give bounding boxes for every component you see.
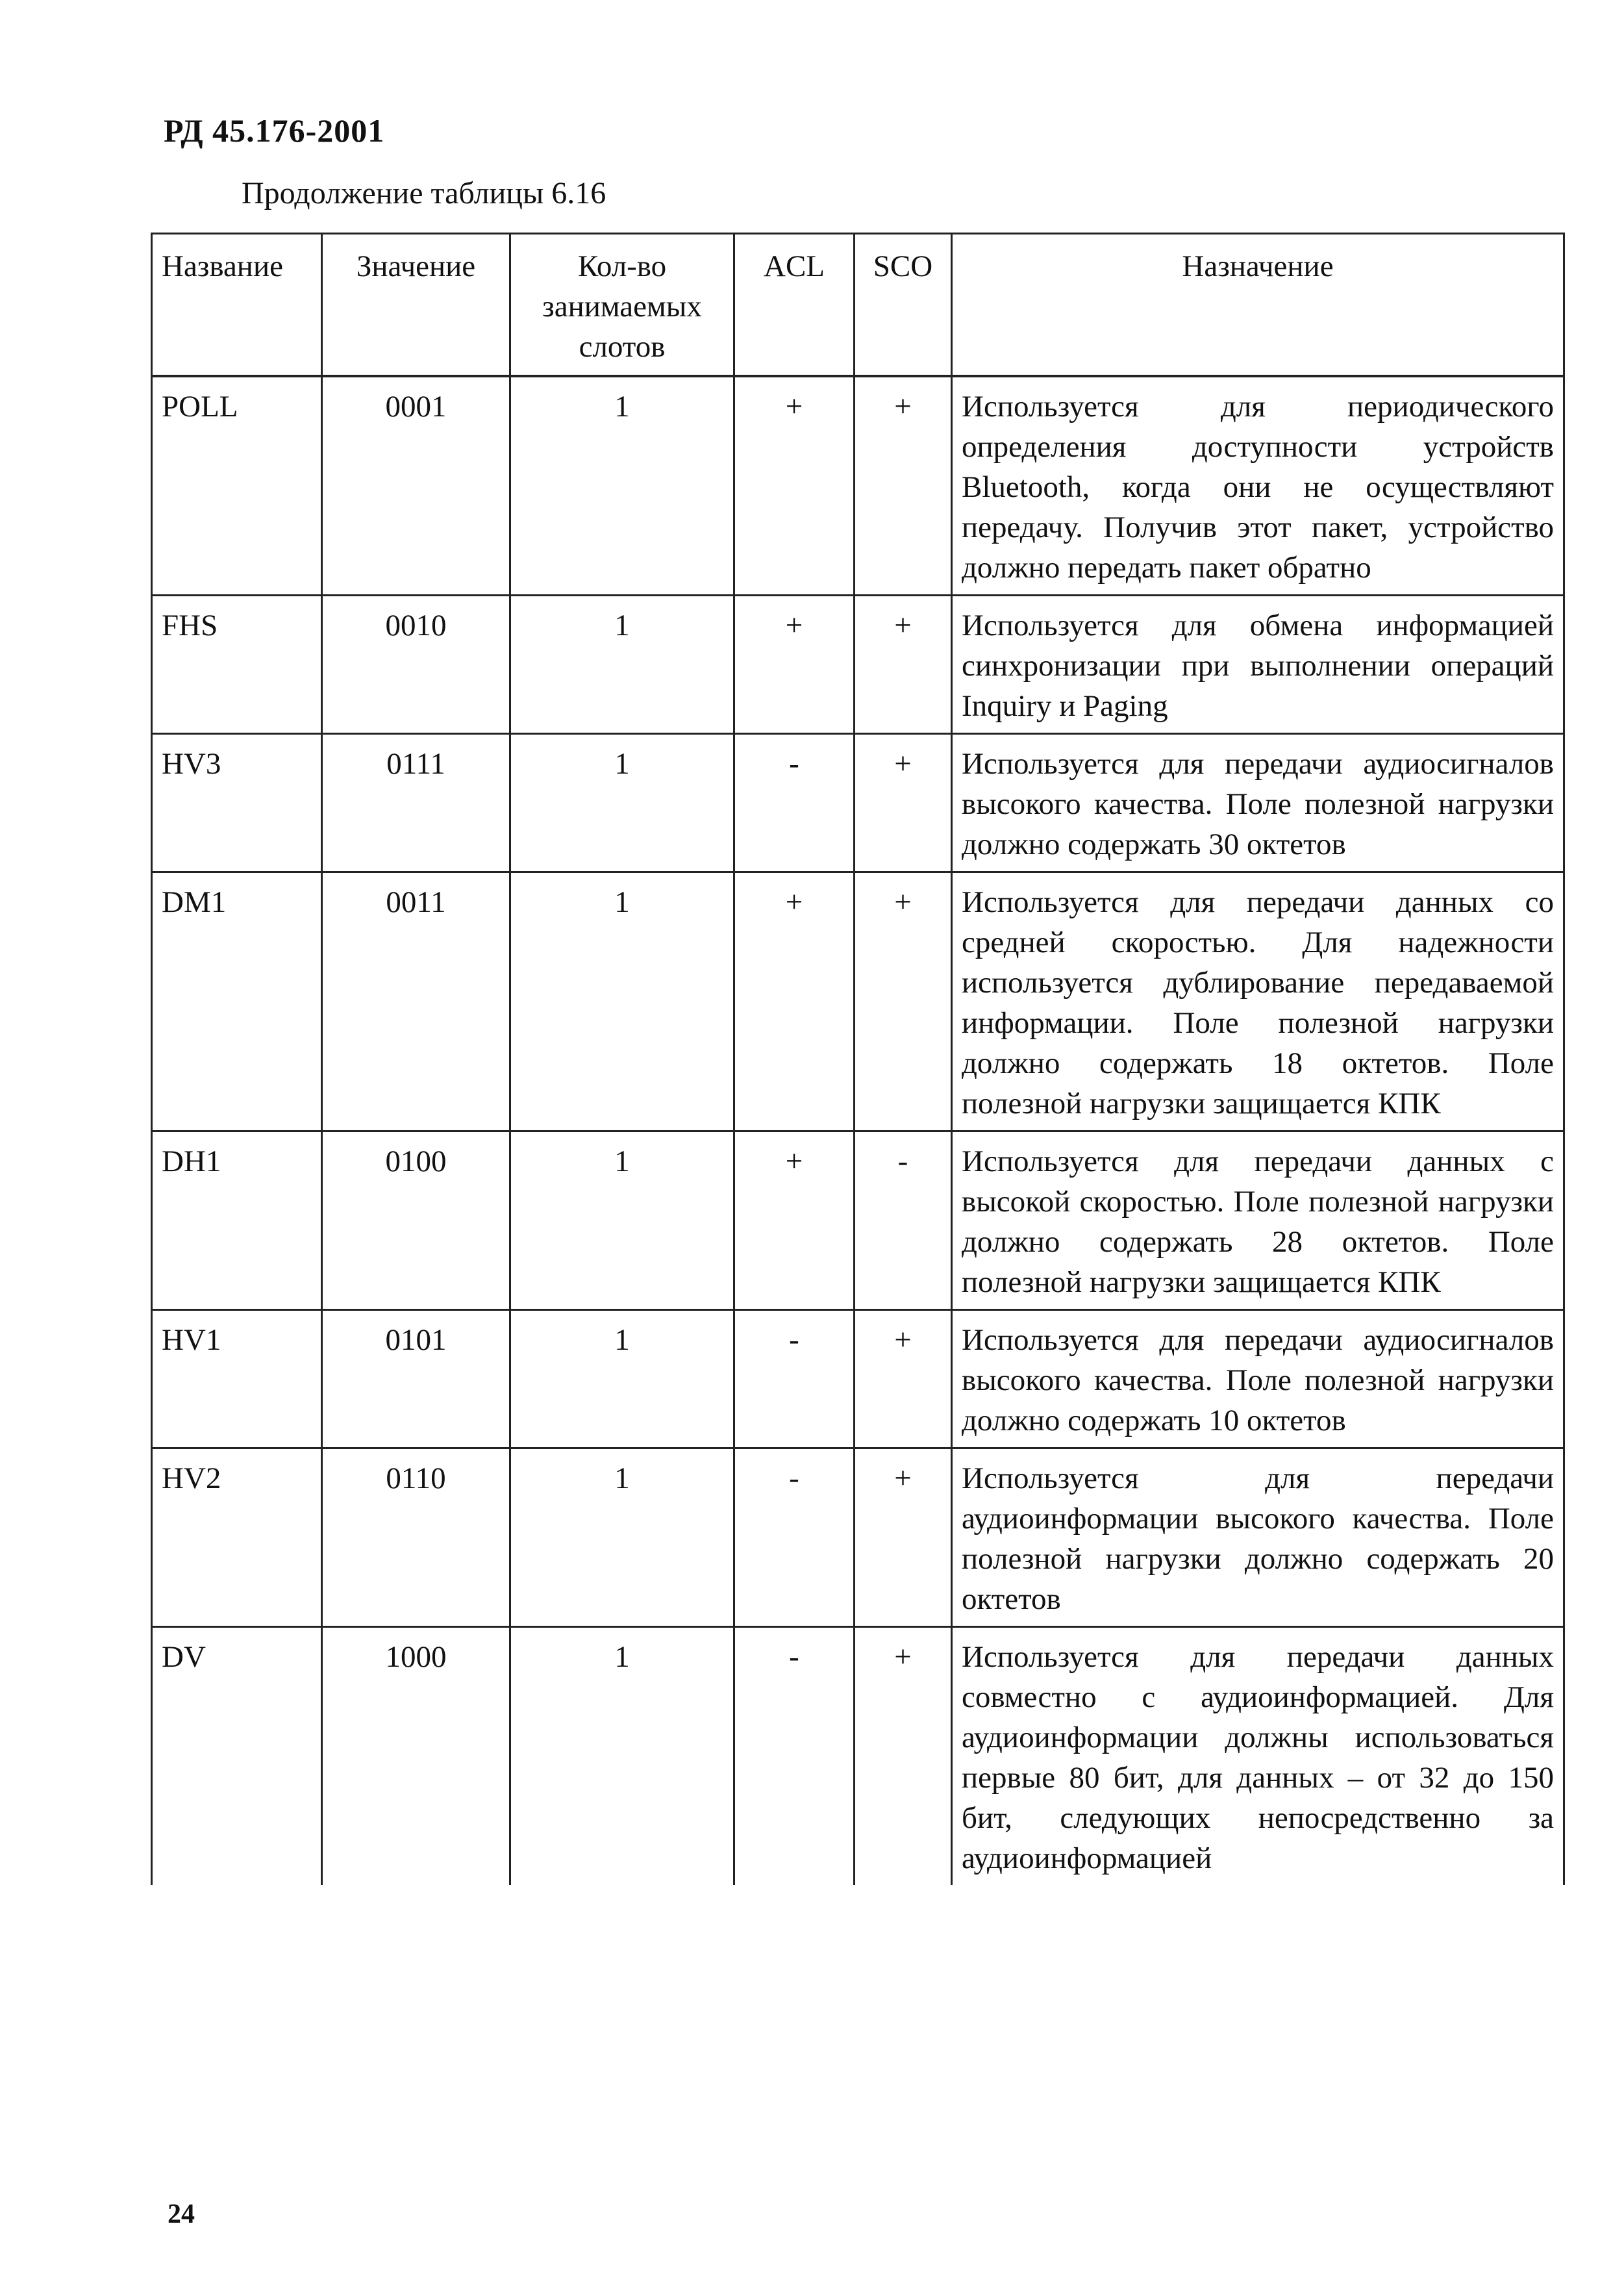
cell-value: 0100 <box>322 1131 510 1310</box>
cell-value: 0101 <box>322 1310 510 1448</box>
column-header-sco: SCO <box>855 234 952 377</box>
cell-slots: 1 <box>510 734 734 872</box>
cell-acl: + <box>734 1131 855 1310</box>
cell-acl: - <box>734 1627 855 1886</box>
table-row <box>152 1131 1564 1310</box>
cell-sco: + <box>855 376 952 596</box>
column-header-value: Значение <box>322 234 510 377</box>
table-row <box>152 1448 1564 1627</box>
cell-slots: 1 <box>510 1131 734 1310</box>
table-row <box>152 1627 1564 1886</box>
cell-name: FHS <box>152 596 322 734</box>
cell-value: 0011 <box>322 872 510 1131</box>
cell-sco: + <box>855 872 952 1131</box>
cell-sco: + <box>855 734 952 872</box>
table-row <box>152 1310 1564 1448</box>
cell-name: POLL <box>152 376 322 596</box>
cell-acl: - <box>734 1448 855 1627</box>
table-row <box>152 376 1564 596</box>
cell-sco: + <box>855 1448 952 1627</box>
cell-name: HV1 <box>152 1310 322 1448</box>
packet-types-table <box>151 233 1565 1885</box>
cell-purpose: Используется для передачи данных совместно с аудиоинформацией. Для аудиоинформации должны использоваться первые 80 бит, для данных – от 32 до 150 бит, следующих непосредственно за аудиоинформацией <box>952 1627 1564 1886</box>
cell-value: 0110 <box>322 1448 510 1627</box>
cell-slots: 1 <box>510 596 734 734</box>
cell-acl: + <box>734 872 855 1131</box>
cell-purpose: Используется для обмена информацией синхронизации при выполнении операций Inquiry и Paging <box>952 596 1564 734</box>
cell-acl: - <box>734 1310 855 1448</box>
cell-sco: + <box>855 1310 952 1448</box>
table-row <box>152 596 1564 734</box>
table-header-row <box>152 234 1564 377</box>
cell-sco: + <box>855 596 952 734</box>
cell-sco: + <box>855 1627 952 1886</box>
cell-purpose: Используется для передачи аудиосигналов высокого качества. Поле полезной нагрузки должно содержать 30 октетов <box>952 734 1564 872</box>
page-number: 24 <box>168 2199 195 2229</box>
table-row <box>152 872 1564 1131</box>
column-header-acl: ACL <box>734 234 855 377</box>
cell-purpose: Используется для передачи аудиоинформации высокого качества. Поле полезной нагрузки должно содержать 20 октетов <box>952 1448 1564 1627</box>
cell-value: 0111 <box>322 734 510 872</box>
cell-slots: 1 <box>510 872 734 1131</box>
cell-acl: + <box>734 596 855 734</box>
cell-name: DH1 <box>152 1131 322 1310</box>
cell-name: DV <box>152 1627 322 1886</box>
cell-acl: + <box>734 376 855 596</box>
cell-purpose: Используется для передачи данных с высокой скоростью. Поле полезной нагрузки должно содержать 28 октетов. Поле полезной нагрузки защищается КПК <box>952 1131 1564 1310</box>
cell-slots: 1 <box>510 1627 734 1886</box>
cell-value: 0010 <box>322 596 510 734</box>
column-header-slots: Кол-во занимаемых слотов <box>510 234 734 377</box>
table-row <box>152 734 1564 872</box>
cell-value: 1000 <box>322 1627 510 1886</box>
cell-acl: - <box>734 734 855 872</box>
cell-slots: 1 <box>510 1448 734 1627</box>
column-header-name: Название <box>152 234 322 377</box>
cell-slots: 1 <box>510 376 734 596</box>
cell-purpose: Используется для периодического определения доступности устройств Bluetooth, когда они не осуществляют передачу. Получив этот пакет, устройство должно передать пакет обратно <box>952 376 1564 596</box>
cell-name: HV2 <box>152 1448 322 1627</box>
cell-purpose: Используется для передачи данных со средней скоростью. Для надежности используется дублирование передаваемой информации. Поле полезной нагрузки должно содержать 18 октетов. Поле полезной нагрузки защищается КПК <box>952 872 1564 1131</box>
cell-value: 0001 <box>322 376 510 596</box>
cell-purpose: Используется для передачи аудиосигналов высокого качества. Поле полезной нагрузки должно содержать 10 октетов <box>952 1310 1564 1448</box>
cell-sco: - <box>855 1131 952 1310</box>
document-code: РД 45.176-2001 <box>164 112 385 149</box>
table-caption: Продолжение таблицы 6.16 <box>242 176 606 210</box>
cell-slots: 1 <box>510 1310 734 1448</box>
cell-name: HV3 <box>152 734 322 872</box>
column-header-purpose: Назначение <box>952 234 1564 377</box>
cell-name: DM1 <box>152 872 322 1131</box>
